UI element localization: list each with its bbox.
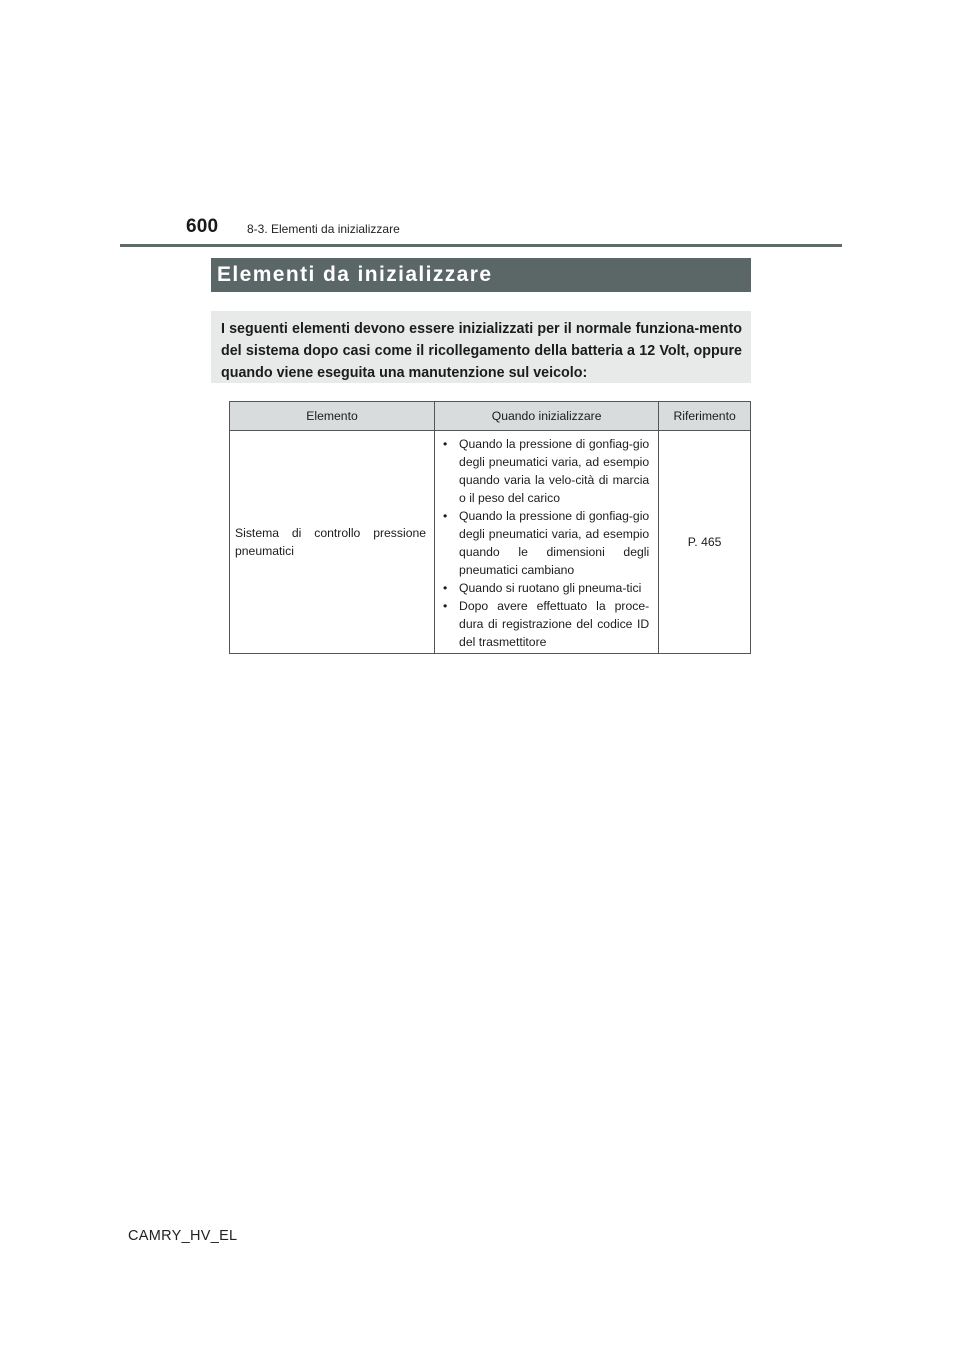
table-row (230, 431, 751, 654)
condition-text: Quando la pressione di gonfiag-gio degli pneumatici varia, ad esempio quando le dimensioni degli pneumatici cambiano (459, 509, 650, 577)
condition-item (435, 579, 649, 597)
condition-text: Quando la pressione di gonfiag-gio degli pneumatici varia, ad esempio quando varia la velo-cità di marcia o il peso del carico (459, 437, 650, 505)
column-header-when: Quando inizializzare (435, 402, 659, 431)
section-title-bar (211, 258, 751, 292)
condition-item (435, 435, 649, 507)
page-number: 600 (186, 216, 219, 237)
reference-cell[interactable]: P. 465 (659, 431, 751, 654)
conditions-cell (435, 431, 659, 654)
condition-text: Quando si ruotano gli pneuma-tici (459, 581, 642, 595)
item-cell: Sistema di controllo pressione pneumatici (230, 431, 435, 654)
bullet-icon: • (443, 599, 448, 613)
bullet-icon: • (443, 509, 448, 523)
intro-text: I seguenti elementi devono essere inizializzati per il normale funziona-mento del sistema dopo casi come il ricollegamento della batteria a 12 Volt, oppure quando viene eseguita una manutenzione sul veicolo: (221, 321, 742, 381)
table-header-row (230, 402, 751, 431)
column-header-item: Elemento (230, 402, 435, 431)
breadcrumb: 8-3. Elementi da inizializzare (247, 222, 400, 236)
conditions-list (435, 431, 658, 653)
bullet-icon: • (443, 581, 448, 595)
document-code: CAMRY_HV_EL (128, 1228, 238, 1244)
section-title: Elementi da inizializzare (217, 263, 493, 286)
header-divider (120, 244, 842, 247)
column-header-reference: Riferimento (659, 402, 751, 431)
condition-item (435, 597, 649, 651)
initialization-table (229, 401, 751, 654)
condition-item (435, 507, 649, 579)
bullet-icon: • (443, 437, 448, 451)
condition-text: Dopo avere effettuato la proce-dura di registrazione del codice ID del trasmettitore (459, 599, 650, 649)
intro-box (211, 311, 751, 383)
